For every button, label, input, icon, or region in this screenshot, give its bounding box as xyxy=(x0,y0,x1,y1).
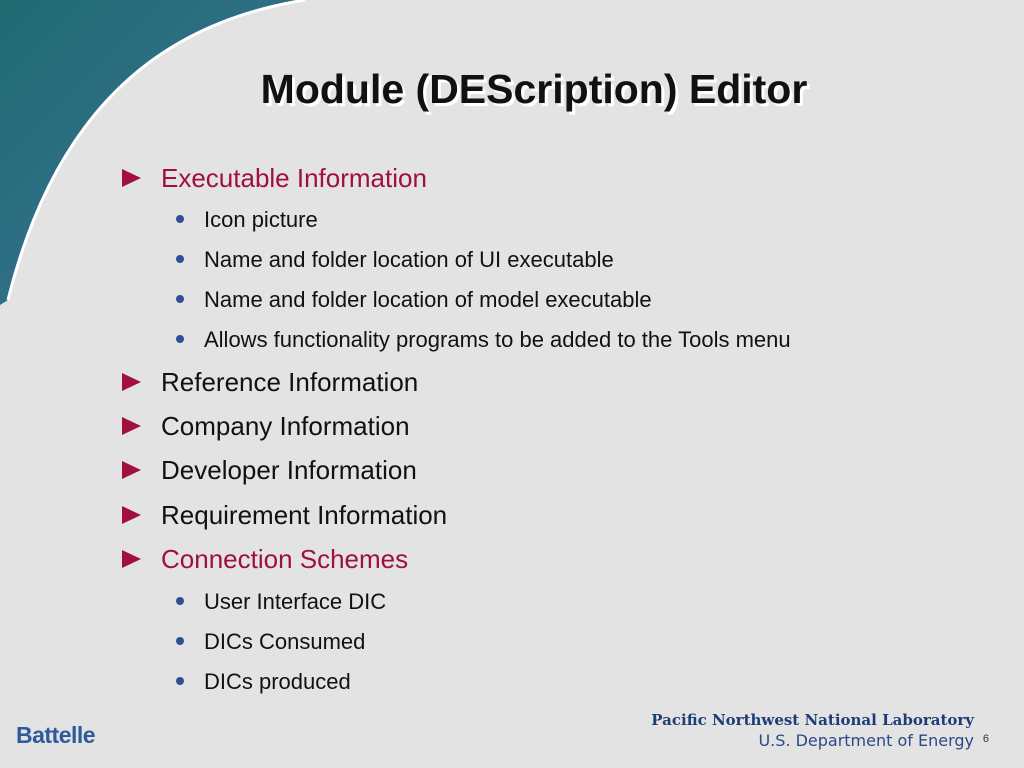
pnnl-logo xyxy=(651,711,974,750)
dot-bullet-icon xyxy=(176,597,184,605)
arrow-bullet-icon xyxy=(122,550,141,568)
arrow-bullet-icon xyxy=(122,461,141,479)
arrow-bullet-icon xyxy=(122,506,141,524)
slide-title: Module (DEScription) Editor xyxy=(260,66,808,112)
dot-bullet-icon xyxy=(176,255,184,263)
sub-item-dics-produced: DICs produced xyxy=(176,668,351,696)
sub-item-user-interface-dic: User Interface DIC xyxy=(176,588,386,616)
doe-name: U.S. Department of Energy xyxy=(758,731,974,750)
page-number: 6 xyxy=(982,733,989,745)
sub-item-dics-consumed: DICs Consumed xyxy=(176,628,365,656)
sub-item-icon-picture: Icon picture xyxy=(176,206,318,234)
list-item-reference-information: Reference Information xyxy=(122,367,418,397)
dot-bullet-icon xyxy=(176,295,184,303)
list-item-company-information: Company Information xyxy=(122,411,410,441)
arrow-bullet-icon xyxy=(122,417,141,435)
arrow-bullet-icon xyxy=(122,373,141,391)
battelle-logo: Battelle xyxy=(16,722,96,748)
dot-bullet-icon xyxy=(176,215,184,223)
sub-item-tools-menu: Allows functionality programs to be added to the Tools menu xyxy=(176,326,791,354)
list-item-connection-schemes: Connection Schemes xyxy=(122,544,408,574)
list-item-executable-information: Executable Information xyxy=(122,163,427,193)
dot-bullet-icon xyxy=(176,335,184,343)
arrow-bullet-icon xyxy=(122,169,141,187)
sub-item-model-executable: Name and folder location of model executable xyxy=(176,286,652,314)
sub-item-ui-executable: Name and folder location of UI executable xyxy=(176,246,614,274)
pnnl-name: Pacific Northwest National Laboratory xyxy=(651,711,974,729)
list-item-requirement-information: Requirement Information xyxy=(122,500,447,530)
list-item-developer-information: Developer Information xyxy=(122,455,417,485)
dot-bullet-icon xyxy=(176,677,184,685)
dot-bullet-icon xyxy=(176,637,184,645)
